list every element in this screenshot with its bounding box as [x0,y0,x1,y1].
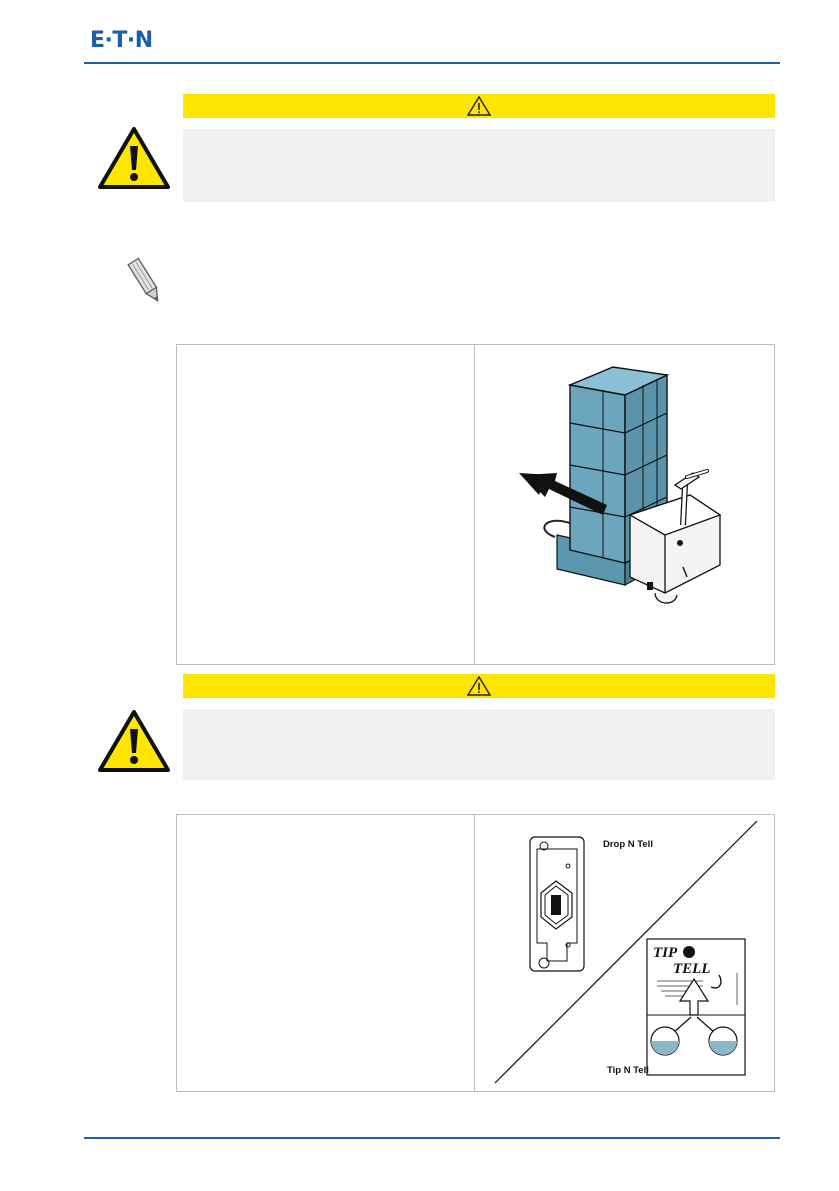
warning-small-icon [467,676,491,696]
pallet-jack-illustration [475,345,774,664]
pallet-jack-panel [176,344,775,665]
warning-triangle-icon [98,709,170,773]
warning-bar-2 [183,674,775,698]
drop-n-tell-label: Drop N Tell [603,839,653,850]
pallet-jack-text-cell [177,345,475,664]
warning-bar-1 [183,94,775,118]
indicator-text-cell [177,815,475,1091]
tip-n-tell-label: Tip N Tell [607,1065,649,1076]
warning-small-icon [467,96,491,116]
footer-rule [84,1137,780,1139]
pallet-jack-image-cell [475,345,774,664]
warning-triangle-icon [98,126,170,190]
warning-text-box-2 [183,709,775,780]
tip-logo-top: TIP [653,945,678,961]
indicator-image-cell [475,815,774,1091]
header-rule [84,62,780,64]
eaton-logo: E·T·N [90,28,153,53]
warning-text-box-1 [183,129,775,202]
pencil-icon [120,256,172,308]
indicator-illustration [475,815,774,1091]
indicator-panel [176,814,775,1092]
tip-logo-bottom: TELL [673,961,711,977]
